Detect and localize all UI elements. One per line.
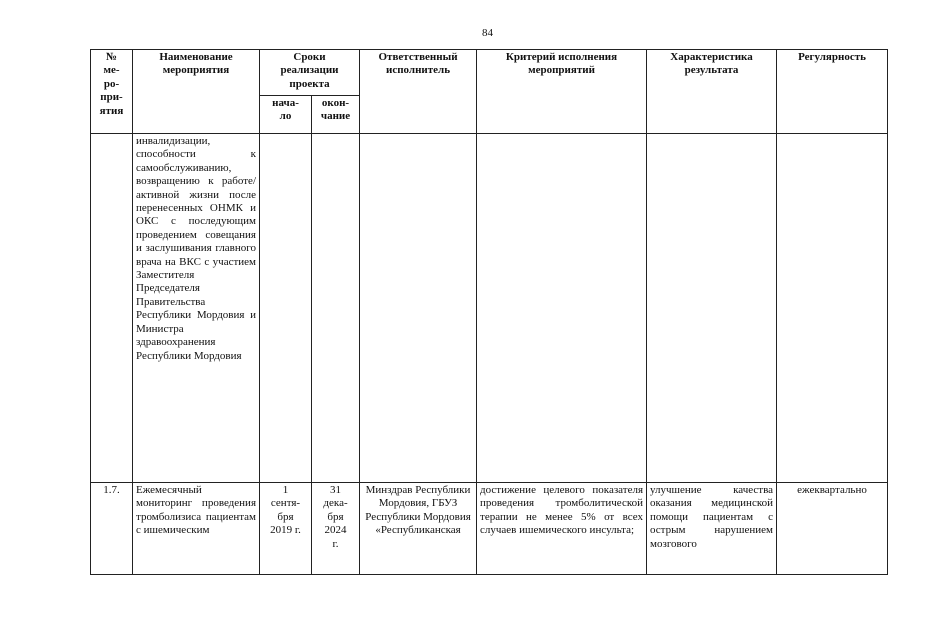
header-number: № ме- ро- при- ятия: [91, 50, 133, 134]
row-end: [312, 134, 360, 483]
row-criterion: [477, 134, 647, 483]
row-regularity: [777, 134, 888, 483]
table-row: [91, 483, 888, 575]
header-name: Наименование мероприятия: [133, 50, 260, 134]
header-end: окон- чание: [312, 96, 360, 134]
plan-table: [90, 49, 888, 575]
header-criterion: Критерий исполнения мероприятий: [477, 50, 647, 134]
row-start: [260, 134, 312, 483]
header-terms: Сроки реализации проекта: [260, 50, 360, 96]
row-start: 1 сентя- бря 2019 г.: [260, 483, 312, 575]
header-start: нача- ло: [260, 96, 312, 134]
row-regularity: ежеквартально: [777, 483, 888, 575]
header-regularity: Регулярность: [777, 50, 888, 134]
row-number: [91, 134, 133, 483]
table-row: [91, 134, 888, 483]
row-responsible: Минздрав Республики Мордовия, ГБУЗ Республики Мордовия «Республиканская: [360, 483, 477, 575]
row-number: 1.7.: [91, 483, 133, 575]
row-name: Ежемесячный мониторинг проведения тромболизиса пациентам с ишемическим: [133, 483, 260, 575]
header-responsible: Ответственный исполнитель: [360, 50, 477, 134]
row-result: [647, 134, 777, 483]
page-number: 84: [482, 27, 493, 39]
row-end: 31 дека- бря 2024 г.: [312, 483, 360, 575]
row-criterion: достижение целевого показателя проведения тромболитической терапии не менее 5% от всех случаев ишемического инсульта;: [477, 483, 647, 575]
row-result: улучшение качества оказания медицинской помощи пациентам с острым нарушением мозгового: [647, 483, 777, 575]
row-name: инвалидизации, способности к самообслуживанию, возвращению к работе/активной жизни после перенесенных ОНМК и ОКС с последующим проведением совещания и заслушивания главного врача на ВКС с участием Заместителя Председателя Правительства Республики Мордовия и Министра здравоохранения Республики Мордовия: [133, 134, 260, 483]
row-responsible: [360, 134, 477, 483]
header-result: Характеристика результата: [647, 50, 777, 134]
